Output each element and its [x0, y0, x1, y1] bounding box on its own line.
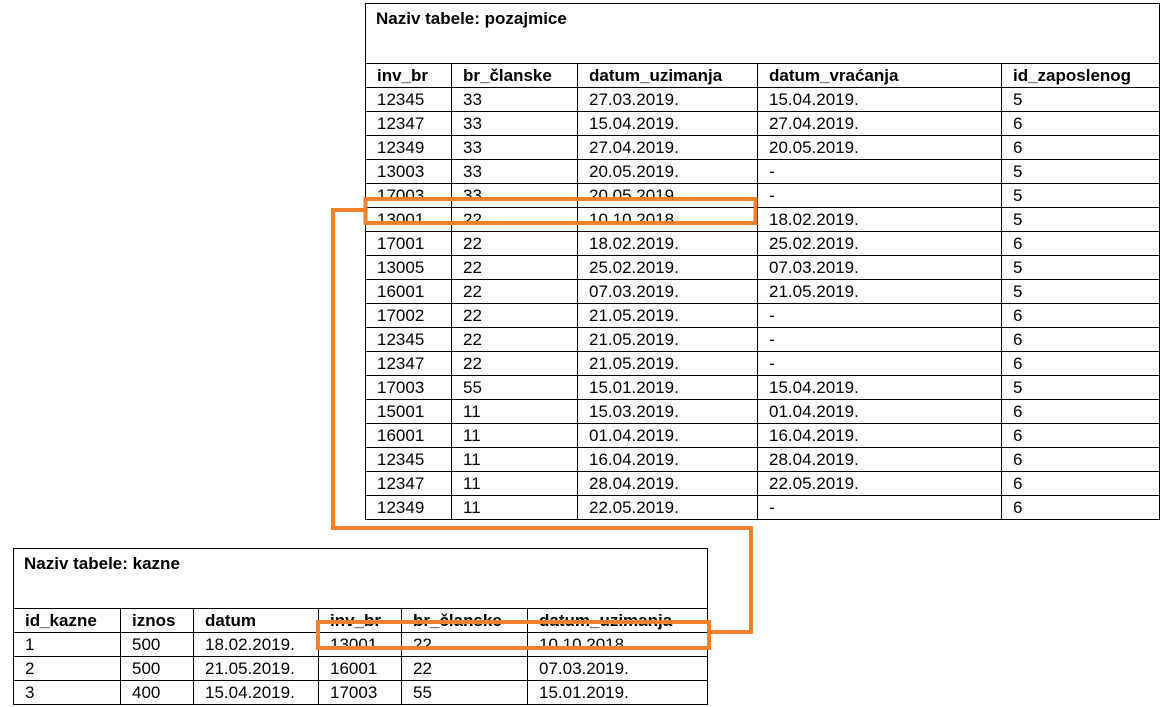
kazne-header-inv-br: inv_br: [319, 609, 402, 633]
kazne-cell-datum-uzimanja: 07.03.2019.: [528, 657, 708, 681]
pozajmice-cell-br-clanske: 22: [452, 256, 578, 280]
pozajmice-cell-id-zaposlenog: 6: [1002, 472, 1160, 496]
kazne-cell-datum: 15.04.2019.: [194, 681, 319, 705]
pozajmice-row: [366, 88, 1160, 112]
pozajmice-row: [366, 352, 1160, 376]
pozajmice-cell-datum-uzimanja: 21.05.2019.: [578, 352, 758, 376]
pozajmice-row: [366, 208, 1160, 232]
pozajmice-cell-br-clanske: 33: [452, 160, 578, 184]
pozajmice-cell-id-zaposlenog: 5: [1002, 160, 1160, 184]
pozajmice-header-datum-uzimanja: datum_uzimanja: [578, 64, 758, 88]
pozajmice-cell-br-clanske: 33: [452, 88, 578, 112]
pozajmice-cell-inv-br: 17002: [366, 304, 452, 328]
kazne-cell-id-kazne: 1: [14, 633, 121, 657]
pozajmice-cell-datum-uzimanja: 15.01.2019.: [578, 376, 758, 400]
pozajmice-cell-datum-vracanja: -: [758, 496, 1002, 520]
pozajmice-row: [366, 424, 1160, 448]
pozajmice-cell-id-zaposlenog: 6: [1002, 112, 1160, 136]
pozajmice-cell-datum-uzimanja: 28.04.2019.: [578, 472, 758, 496]
pozajmice-cell-datum-vracanja: -: [758, 328, 1002, 352]
pozajmice-cell-id-zaposlenog: 5: [1002, 208, 1160, 232]
pozajmice-cell-inv-br: 16001: [366, 424, 452, 448]
pozajmice-cell-id-zaposlenog: 6: [1002, 448, 1160, 472]
kazne-cell-datum-uzimanja: 15.01.2019.: [528, 681, 708, 705]
pozajmice-title-row: [366, 4, 1160, 64]
pozajmice-cell-inv-br: 12349: [366, 496, 452, 520]
pozajmice-cell-br-clanske: 22: [452, 208, 578, 232]
pozajmice-cell-inv-br: 12347: [366, 352, 452, 376]
pozajmice-cell-datum-vracanja: 16.04.2019.: [758, 424, 1002, 448]
kazne-table: [13, 548, 708, 705]
pozajmice-cell-datum-uzimanja: 27.03.2019.: [578, 88, 758, 112]
kazne-cell-br-clanske: 55: [402, 681, 528, 705]
pozajmice-row: [366, 376, 1160, 400]
kazne-cell-inv-br: 13001: [319, 633, 402, 657]
kazne-header-iznos: iznos: [121, 609, 194, 633]
pozajmice-cell-datum-uzimanja: 20.05.2019.: [578, 184, 758, 208]
pozajmice-row: [366, 184, 1160, 208]
pozajmice-cell-br-clanske: 11: [452, 400, 578, 424]
pozajmice-cell-datum-vracanja: 18.02.2019.: [758, 208, 1002, 232]
pozajmice-cell-datum-uzimanja: 20.05.2019.: [578, 160, 758, 184]
pozajmice-cell-datum-vracanja: 25.02.2019.: [758, 232, 1002, 256]
pozajmice-cell-br-clanske: 55: [452, 376, 578, 400]
pozajmice-cell-inv-br: 13003: [366, 160, 452, 184]
pozajmice-cell-datum-vracanja: 22.05.2019.: [758, 472, 1002, 496]
pozajmice-cell-id-zaposlenog: 5: [1002, 184, 1160, 208]
pozajmice-cell-id-zaposlenog: 6: [1002, 352, 1160, 376]
pozajmice-cell-br-clanske: 22: [452, 232, 578, 256]
pozajmice-cell-datum-vracanja: -: [758, 304, 1002, 328]
pozajmice-row: [366, 328, 1160, 352]
kazne-table-title: Naziv tabele: kazne: [14, 549, 708, 609]
pozajmice-row: [366, 112, 1160, 136]
pozajmice-cell-inv-br: 12345: [366, 88, 452, 112]
pozajmice-cell-datum-vracanja: 28.04.2019.: [758, 448, 1002, 472]
pozajmice-cell-id-zaposlenog: 6: [1002, 424, 1160, 448]
kazne-cell-id-kazne: 2: [14, 657, 121, 681]
pozajmice-cell-id-zaposlenog: 6: [1002, 232, 1160, 256]
pozajmice-table-title: Naziv tabele: pozajmice: [366, 4, 1160, 64]
pozajmice-row: [366, 496, 1160, 520]
pozajmice-cell-id-zaposlenog: 6: [1002, 400, 1160, 424]
pozajmice-cell-br-clanske: 22: [452, 280, 578, 304]
pozajmice-cell-id-zaposlenog: 5: [1002, 376, 1160, 400]
kazne-cell-br-clanske: 22: [402, 633, 528, 657]
pozajmice-row: [366, 256, 1160, 280]
kazne-cell-iznos: 400: [121, 681, 194, 705]
pozajmice-cell-datum-vracanja: 07.03.2019.: [758, 256, 1002, 280]
kazne-header-datum: datum: [194, 609, 319, 633]
pozajmice-cell-inv-br: 13005: [366, 256, 452, 280]
pozajmice-cell-br-clanske: 11: [452, 424, 578, 448]
pozajmice-table-body: [366, 4, 1160, 520]
pozajmice-cell-id-zaposlenog: 6: [1002, 496, 1160, 520]
pozajmice-header-inv-br: inv_br: [366, 64, 452, 88]
pozajmice-cell-datum-vracanja: -: [758, 184, 1002, 208]
kazne-row: [14, 633, 708, 657]
pozajmice-cell-datum-uzimanja: 18.02.2019.: [578, 232, 758, 256]
pozajmice-cell-id-zaposlenog: 6: [1002, 304, 1160, 328]
kazne-header-datum-uzimanja: datum_uzimanja: [528, 609, 708, 633]
pozajmice-cell-datum-vracanja: 15.04.2019.: [758, 376, 1002, 400]
pozajmice-cell-datum-uzimanja: 10.10.2018.: [578, 208, 758, 232]
pozajmice-cell-id-zaposlenog: 5: [1002, 280, 1160, 304]
pozajmice-cell-datum-uzimanja: 16.04.2019.: [578, 448, 758, 472]
pozajmice-cell-datum-uzimanja: 27.04.2019.: [578, 136, 758, 160]
pozajmice-header-row: [366, 64, 1160, 88]
pozajmice-cell-br-clanske: 11: [452, 472, 578, 496]
pozajmice-table: [365, 3, 1160, 520]
pozajmice-cell-br-clanske: 22: [452, 304, 578, 328]
pozajmice-cell-datum-uzimanja: 15.03.2019.: [578, 400, 758, 424]
pozajmice-cell-datum-uzimanja: 01.04.2019.: [578, 424, 758, 448]
kazne-cell-inv-br: 17003: [319, 681, 402, 705]
pozajmice-row: [366, 160, 1160, 184]
pozajmice-cell-datum-vracanja: 20.05.2019.: [758, 136, 1002, 160]
pozajmice-cell-datum-vracanja: -: [758, 352, 1002, 376]
pozajmice-row: [366, 448, 1160, 472]
pozajmice-cell-datum-uzimanja: 07.03.2019.: [578, 280, 758, 304]
kazne-table-body: [14, 549, 708, 705]
pozajmice-row: [366, 400, 1160, 424]
pozajmice-cell-br-clanske: 33: [452, 112, 578, 136]
pozajmice-cell-inv-br: 12347: [366, 112, 452, 136]
kazne-cell-id-kazne: 3: [14, 681, 121, 705]
pozajmice-header-br-clanske: br_članske: [452, 64, 578, 88]
kazne-cell-datum: 21.05.2019.: [194, 657, 319, 681]
pozajmice-cell-inv-br: 12345: [366, 328, 452, 352]
pozajmice-cell-id-zaposlenog: 5: [1002, 256, 1160, 280]
pozajmice-cell-datum-vracanja: 01.04.2019.: [758, 400, 1002, 424]
pozajmice-cell-br-clanske: 11: [452, 448, 578, 472]
pozajmice-cell-inv-br: 12347: [366, 472, 452, 496]
kazne-cell-datum-uzimanja: 10.10.2018.: [528, 633, 708, 657]
pozajmice-cell-id-zaposlenog: 5: [1002, 88, 1160, 112]
kazne-cell-inv-br: 16001: [319, 657, 402, 681]
pozajmice-cell-datum-vracanja: 15.04.2019.: [758, 88, 1002, 112]
pozajmice-cell-inv-br: 13001: [366, 208, 452, 232]
pozajmice-cell-br-clanske: 33: [452, 184, 578, 208]
kazne-header-br-clanske: br_članske: [402, 609, 528, 633]
kazne-cell-iznos: 500: [121, 657, 194, 681]
pozajmice-header-id-zaposlenog: id_zaposlenog: [1002, 64, 1160, 88]
pozajmice-cell-br-clanske: 11: [452, 496, 578, 520]
kazne-cell-datum: 18.02.2019.: [194, 633, 319, 657]
pozajmice-cell-id-zaposlenog: 6: [1002, 328, 1160, 352]
pozajmice-cell-id-zaposlenog: 6: [1002, 136, 1160, 160]
pozajmice-row: [366, 136, 1160, 160]
pozajmice-cell-inv-br: 17001: [366, 232, 452, 256]
pozajmice-cell-datum-uzimanja: 22.05.2019.: [578, 496, 758, 520]
pozajmice-cell-inv-br: 16001: [366, 280, 452, 304]
kazne-row: [14, 657, 708, 681]
kazne-cell-br-clanske: 22: [402, 657, 528, 681]
kazne-header-id-kazne: id_kazne: [14, 609, 121, 633]
pozajmice-row: [366, 280, 1160, 304]
pozajmice-cell-br-clanske: 22: [452, 328, 578, 352]
pozajmice-cell-br-clanske: 22: [452, 352, 578, 376]
kazne-header-row: [14, 609, 708, 633]
pozajmice-cell-datum-uzimanja: 25.02.2019.: [578, 256, 758, 280]
pozajmice-cell-inv-br: 17003: [366, 376, 452, 400]
pozajmice-cell-inv-br: 12349: [366, 136, 452, 160]
kazne-cell-iznos: 500: [121, 633, 194, 657]
pozajmice-cell-datum-uzimanja: 15.04.2019.: [578, 112, 758, 136]
pozajmice-row: [366, 472, 1160, 496]
pozajmice-cell-inv-br: 17003: [366, 184, 452, 208]
pozajmice-cell-datum-vracanja: 21.05.2019.: [758, 280, 1002, 304]
pozajmice-cell-datum-uzimanja: 21.05.2019.: [578, 328, 758, 352]
kazne-title-row: [14, 549, 708, 609]
pozajmice-cell-inv-br: 15001: [366, 400, 452, 424]
pozajmice-cell-datum-uzimanja: 21.05.2019.: [578, 304, 758, 328]
pozajmice-row: [366, 304, 1160, 328]
pozajmice-header-datum-vracanja: datum_vraćanja: [758, 64, 1002, 88]
pozajmice-row: [366, 232, 1160, 256]
pozajmice-cell-datum-vracanja: -: [758, 160, 1002, 184]
pozajmice-cell-datum-vracanja: 27.04.2019.: [758, 112, 1002, 136]
pozajmice-cell-inv-br: 12345: [366, 448, 452, 472]
pozajmice-cell-br-clanske: 33: [452, 136, 578, 160]
kazne-row: [14, 681, 708, 705]
